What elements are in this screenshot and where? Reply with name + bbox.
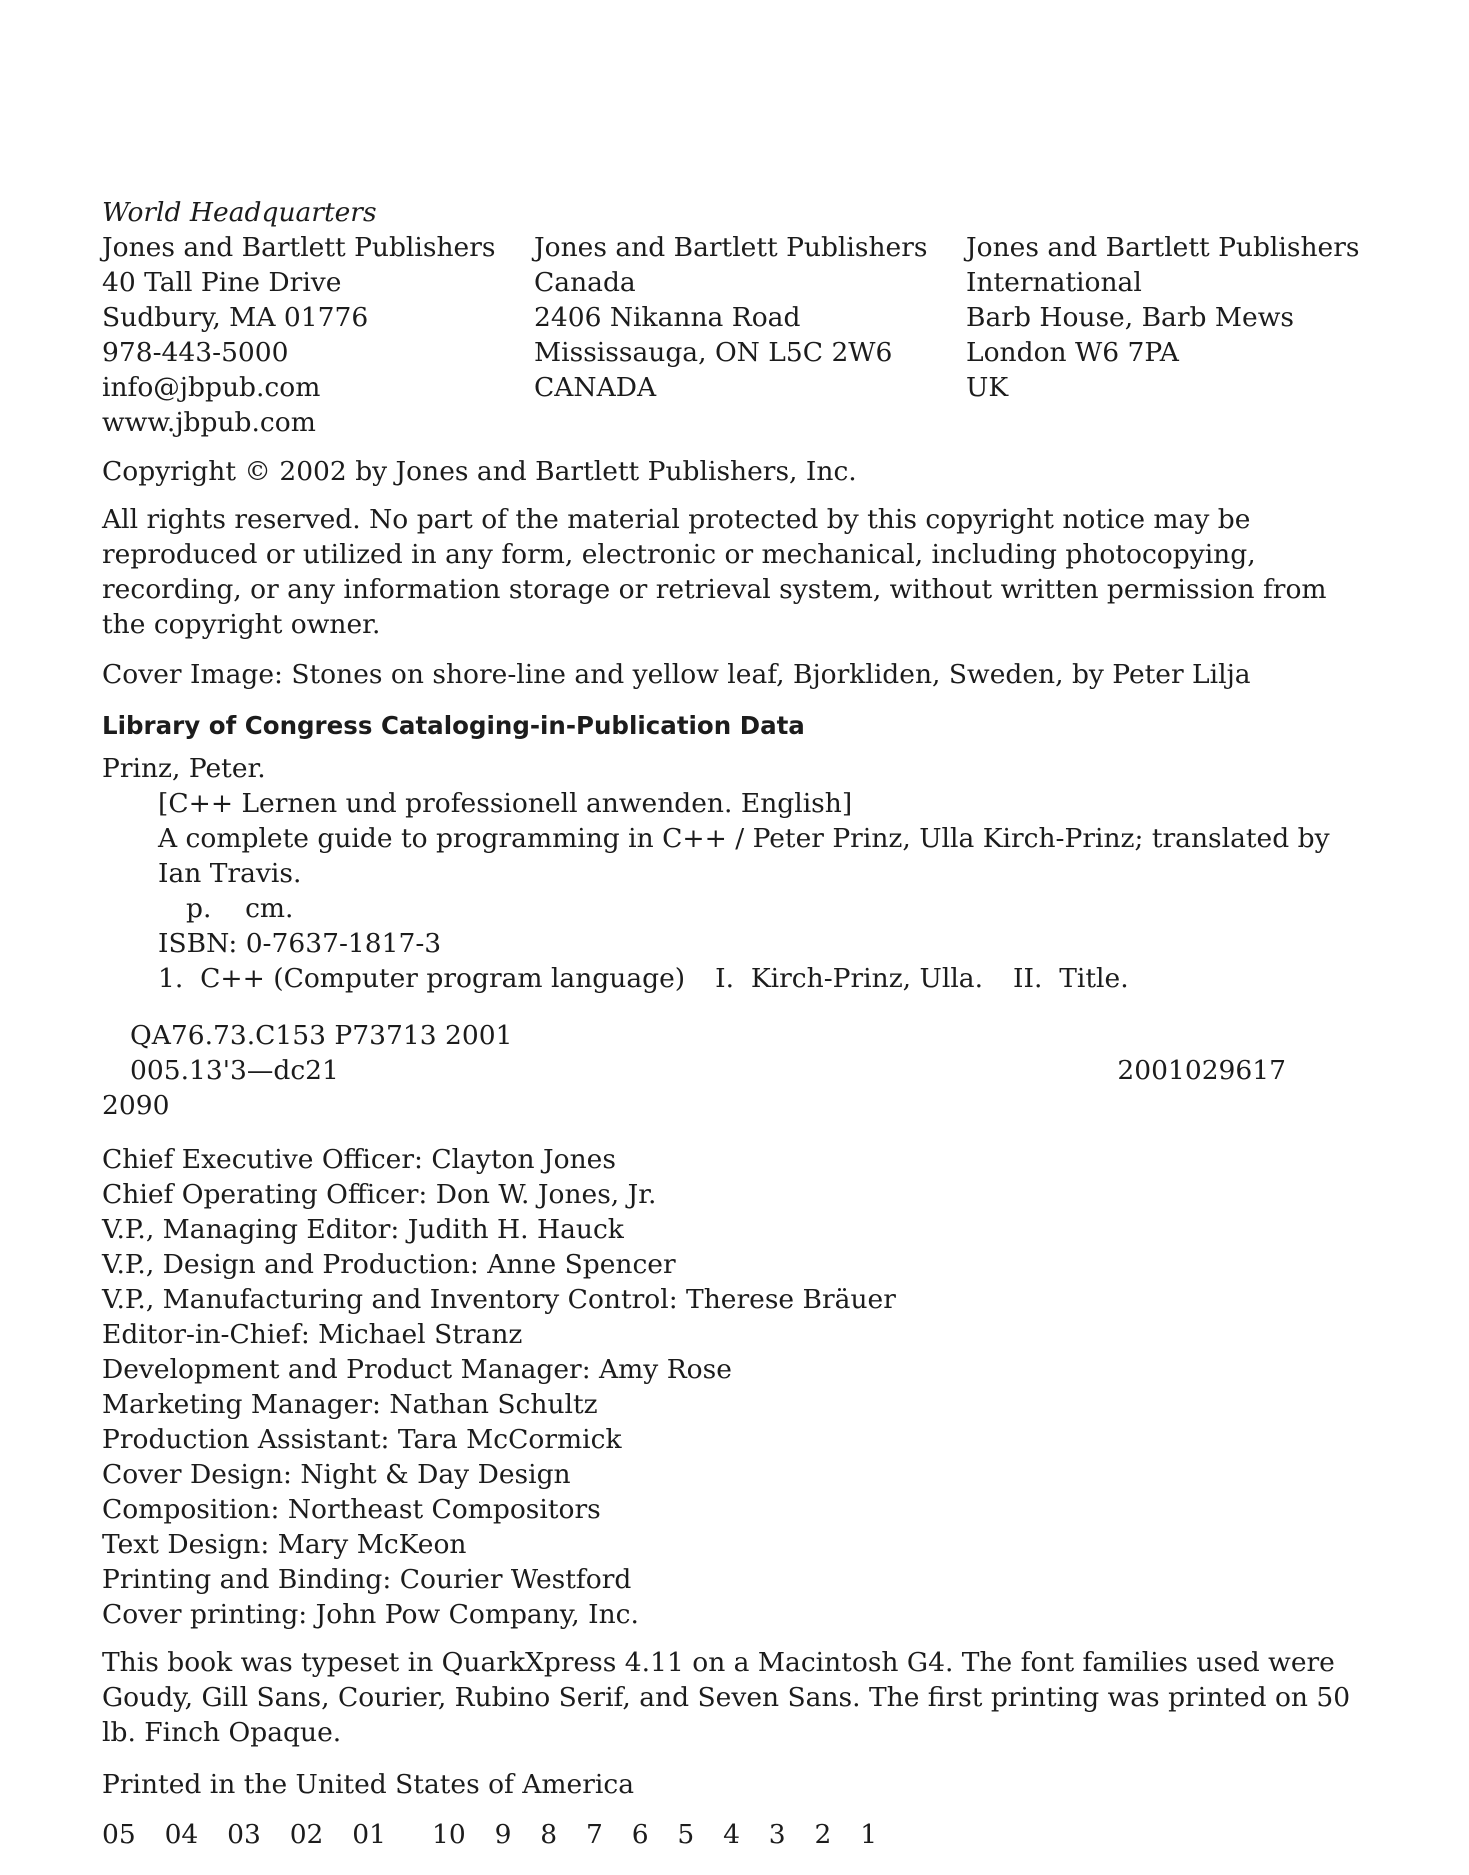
address-line: Sudbury, MA 01776 <box>102 302 369 333</box>
cip-heading: Library of Congress Cataloging-in-Publication Data <box>102 711 805 740</box>
address-email: info@jbpub.com <box>102 372 321 403</box>
address-line: Mississauga, ON L5C 2W6 <box>534 337 893 368</box>
address-line: International <box>966 267 1142 298</box>
address-international <box>966 195 1368 440</box>
copyright-notice: Copyright © 2002 by Jones and Bartlett Publishers, Inc. <box>102 456 857 487</box>
page-content <box>102 195 1368 1852</box>
dewey-number: 005.13'3—dc21 <box>130 1055 339 1086</box>
staff-credit: Composition: Northeast Compositors <box>102 1494 601 1525</box>
cip-original-title: [C++ Lernen und professionell anwenden. English] <box>158 788 853 819</box>
staff-credit: V.P., Manufacturing and Inventory Control: Therese Bräuer <box>102 1284 896 1315</box>
cip-title: A complete guide to programming in C++ / Peter Prinz, Ulla Kirch-Prinz; translated by Ian Travis. <box>158 823 1330 889</box>
lccn-number: 2001029617 <box>1117 1055 1286 1086</box>
cip-subject: 1. C++ (Computer program language) <box>158 963 686 994</box>
address-line: Jones and Bartlett Publishers <box>534 232 928 263</box>
staff-credit: V.P., Design and Production: Anne Spencer <box>102 1249 676 1280</box>
staff-credit: Text Design: Mary McKeon <box>102 1529 467 1560</box>
address-line: Barb House, Barb Mews <box>966 302 1295 333</box>
cover-image-credit: Cover Image: Stones on shore-line and yellow leaf, Bjorkliden, Sweden, by Peter Lilja <box>102 659 1251 690</box>
typesetting-note: This book was typeset in QuarkXpress 4.11 on a Macintosh G4. The font families used were Goudy, Gill Sans, Courier, Rubino Serif, and Seven Sans. The first printing was printed on 50 lb. Finch Opaque. <box>102 1647 1351 1748</box>
staff-credit: V.P., Managing Editor: Judith H. Hauck <box>102 1214 624 1245</box>
cip-code: 2090 <box>102 1090 170 1121</box>
call-numbers <box>102 1018 1368 1123</box>
staff-credit: Marketing Manager: Nathan Schultz <box>102 1389 598 1420</box>
address-line: 2406 Nikanna Road <box>534 302 801 333</box>
staff-credit: Editor-in-Chief: Michael Stranz <box>102 1319 523 1350</box>
printing-numbers: 10 9 8 7 6 5 4 3 2 1 <box>432 1819 878 1850</box>
staff-credit: Printing and Binding: Courier Westford <box>102 1564 632 1595</box>
address-line: 40 Tall Pine Drive <box>102 267 342 298</box>
dewey-row <box>102 1053 1286 1088</box>
rights-reserved-paragraph: All rights reserved. No part of the material protected by this copyright notice may be reproduced or utilized in any form, electronic or mechanical, including photocopying, recording, or any information storage or retrieval system, without written permission from the copyright owner. <box>102 504 1327 640</box>
address-line: UK <box>966 372 1009 403</box>
lc-call-number: QA76.73.C153 P73713 2001 <box>130 1020 513 1051</box>
cip-physical-description: p. cm. <box>186 893 294 924</box>
address-line: Canada <box>534 267 636 298</box>
cip-subject: II. Title. <box>1013 963 1129 994</box>
staff-credits <box>102 1142 1368 1632</box>
staff-credit: Production Assistant: Tara McCormick <box>102 1424 622 1455</box>
address-website: www.jbpub.com <box>102 407 316 438</box>
address-headquarters <box>102 195 534 440</box>
staff-credit: Chief Executive Officer: Clayton Jones <box>102 1144 616 1175</box>
staff-credit: Cover printing: John Pow Company, Inc. <box>102 1599 639 1630</box>
cip-isbn: ISBN: 0-7637-1817-3 <box>158 928 442 959</box>
address-line: Jones and Bartlett Publishers <box>966 232 1360 263</box>
staff-credit: Development and Product Manager: Amy Rose <box>102 1354 732 1385</box>
address-line: CANADA <box>534 372 657 403</box>
address-line: London W6 7PA <box>966 337 1179 368</box>
cip-subject: I. Kirch-Prinz, Ulla. <box>715 963 984 994</box>
cip-subjects <box>102 961 1368 996</box>
staff-credit: Chief Operating Officer: Don W. Jones, Jr. <box>102 1179 657 1210</box>
address-phone: 978-443-5000 <box>102 337 289 368</box>
printed-in-notice: Printed in the United States of America <box>102 1769 635 1800</box>
cip-data <box>102 751 1368 996</box>
address-line: Jones and Bartlett Publishers <box>102 232 496 263</box>
printing-years: 05 04 03 02 01 <box>102 1819 386 1850</box>
printing-line <box>102 1817 1368 1852</box>
address-canada <box>534 195 966 440</box>
cip-author: Prinz, Peter. <box>102 753 266 784</box>
publisher-addresses <box>102 195 1368 440</box>
world-headquarters-label: World Headquarters <box>102 197 377 228</box>
staff-credit: Cover Design: Night & Day Design <box>102 1459 571 1490</box>
